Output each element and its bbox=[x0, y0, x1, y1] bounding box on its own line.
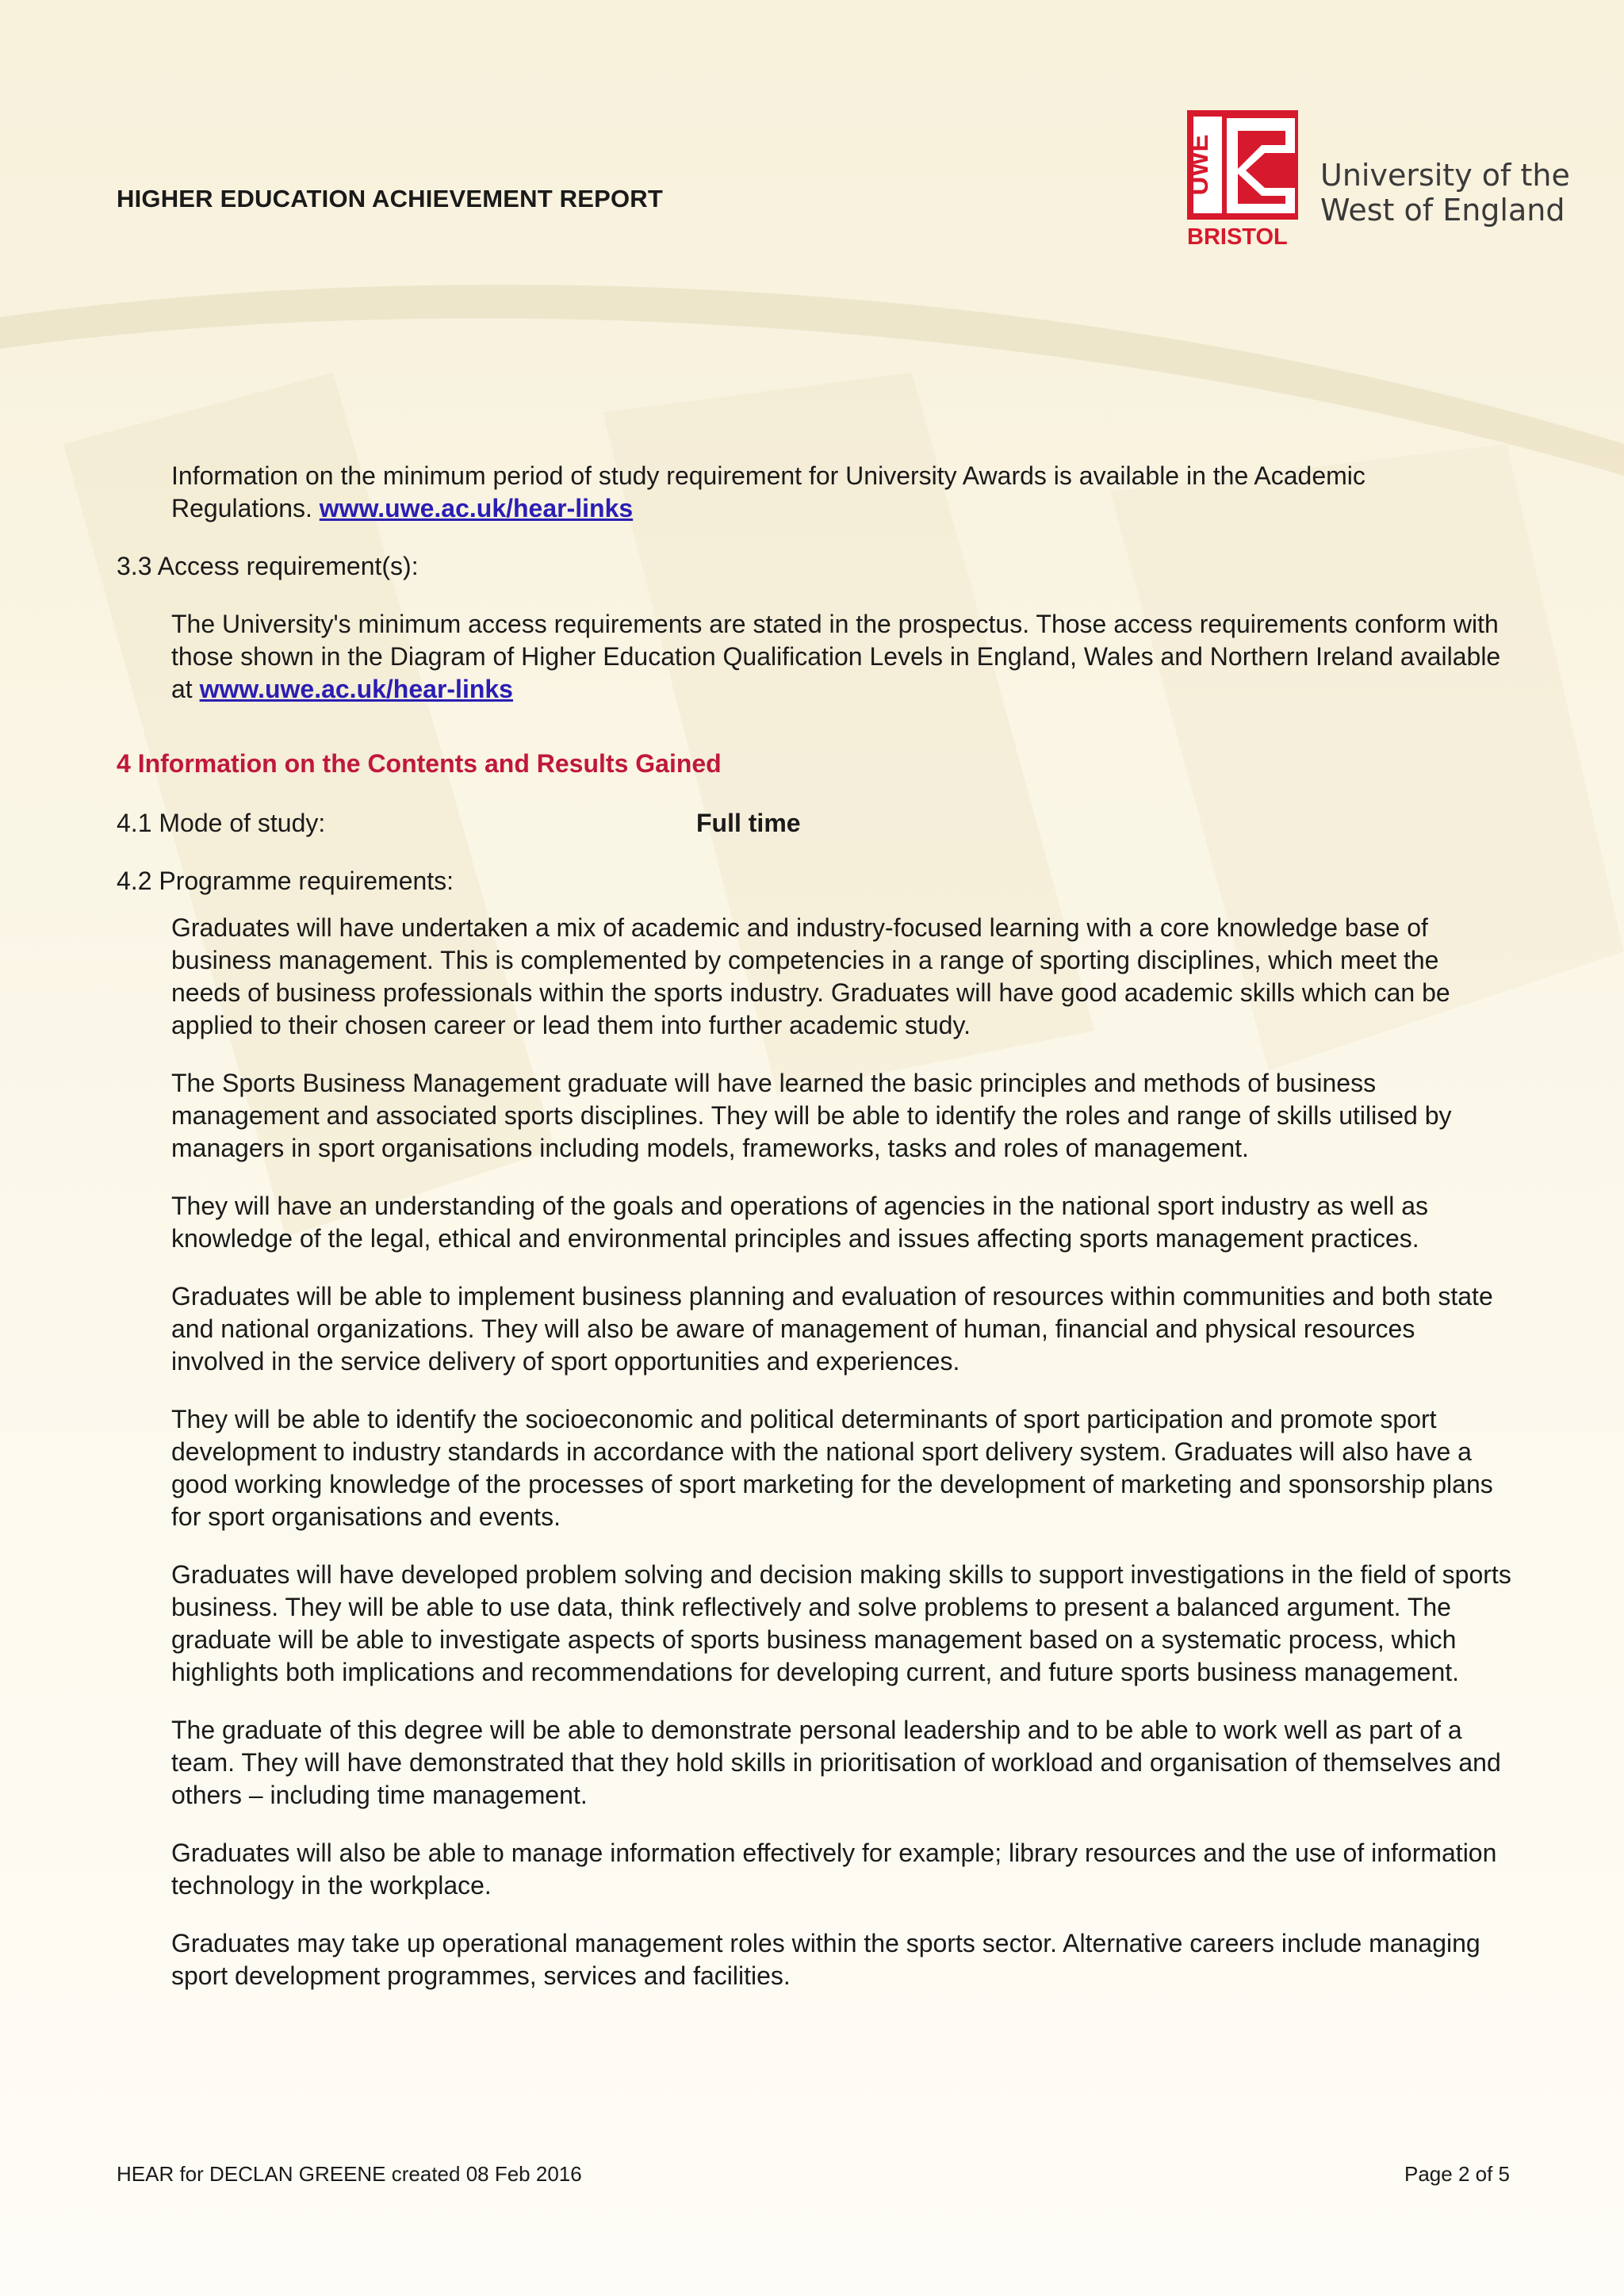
university-logo bbox=[1185, 109, 1570, 251]
intro-paragraph bbox=[171, 460, 1512, 525]
requirements-paragraph: Graduates will also be able to manage information effectively for example; library resources and the use of information technology in the workplace. bbox=[171, 1839, 1497, 1900]
logo-name-line2: West of England bbox=[1320, 193, 1565, 228]
requirements-label: 4.2 Programme requirements: bbox=[117, 867, 454, 895]
hear-link-2[interactable]: www.uwe.ac.uk/hear-links bbox=[199, 675, 513, 703]
mode-label: 4.1 Mode of study: bbox=[117, 809, 326, 837]
section-heading: 4 Information on the Contents and Results Gained bbox=[117, 749, 722, 778]
access-paragraph bbox=[171, 608, 1512, 706]
report-content bbox=[117, 460, 1512, 1992]
requirements-paragraph: The Sports Business Management graduate will have learned the basic principles and methods of business management and associated sports disciplines. They will be able to identify the roles and range of skills utilised by managers in sport organisations including models, frameworks, tasks and roles of management. bbox=[171, 1069, 1452, 1162]
requirements-paragraph: They will have an understanding of the goals and operations of agencies in the national sport industry as well as knowledge of the legal, ethical and environmental principles and issues affecting sports management practices. bbox=[171, 1192, 1428, 1253]
access-text: The University's minimum access requirements are stated in the prospectus. Those access requirements conform with those shown in the Diagram of Higher Education Qualification Levels in England, Wales and Northern Ireland available at bbox=[171, 610, 1501, 703]
logo-name-line1: University of the bbox=[1320, 158, 1570, 193]
requirements-paragraph: They will be able to identify the socioeconomic and political determinants of sport participation and promote sport development to industry standards in accordance with the national sport delivery system. Graduates will also have a good working knowledge of the processes of sport marketing for the development of marketing and sponsorship plans for sport organisations and events. bbox=[171, 1405, 1493, 1531]
svg-text:BRISTOL: BRISTOL bbox=[1187, 224, 1288, 250]
mode-of-study-row bbox=[117, 807, 1512, 840]
requirements-paragraph: Graduates will be able to implement business planning and evaluation of resources within communities and both state and national organizations. They will also be aware of management of human, financial and physical resources involved in the service delivery of sport opportunities and experiences. bbox=[171, 1282, 1493, 1376]
hear-link-1[interactable]: www.uwe.ac.uk/hear-links bbox=[319, 494, 634, 522]
report-title: HIGHER EDUCATION ACHIEVEMENT REPORT bbox=[117, 185, 664, 212]
access-label: 3.3 Access requirement(s): bbox=[117, 552, 419, 580]
mode-value: Full time bbox=[696, 809, 801, 837]
requirements-paragraph: The graduate of this degree will be able to demonstrate personal leadership and to be able to work well as part of a team. They will have demonstrated that they hold skills in prioritisation of workload and organisation of themselves and others – including time management. bbox=[171, 1716, 1501, 1809]
requirements-paragraph: Graduates will have developed problem solving and decision making skills to support investigations in the field of sports business. They will be able to use data, think reflectively and solve problems to present a balanced argument. The graduate will be able to investigate aspects of sports business management based on a systematic process, which highlights both implications and recommendations for developing current, and future sports business management. bbox=[171, 1560, 1511, 1686]
footer-created: HEAR for DECLAN GREENE created 08 Feb 2016 bbox=[117, 2162, 582, 2186]
page-footer bbox=[117, 2162, 1510, 2187]
intro-text: Information on the minimum period of study requirement for University Awards is available in the Academic Regulations. bbox=[171, 461, 1365, 522]
page-number: Page 2 of 5 bbox=[1404, 2162, 1510, 2186]
requirements-paragraph: Graduates may take up operational management roles within the sports sector. Alternative careers include managing sport development programmes, services and facilities. bbox=[171, 1929, 1480, 1990]
requirements-paragraph: Graduates will have undertaken a mix of academic and industry-focused learning with a core knowledge base of business management. This is complemented by competencies in a range of sporting disciplines, which meet the needs of business professionals within the sports industry. Graduates will have good academic skills which can be applied to their chosen career or lead them into further academic study. bbox=[171, 913, 1450, 1039]
svg-text:UWE: UWE bbox=[1185, 134, 1213, 196]
uwe-crest-icon bbox=[1185, 109, 1304, 251]
